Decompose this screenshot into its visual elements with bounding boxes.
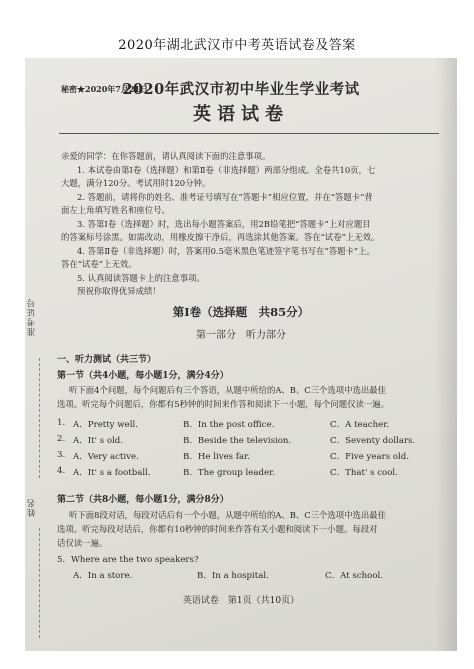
binding-line	[39, 528, 40, 638]
page-footer: 英语试卷 第1页（共10页）	[182, 596, 300, 606]
option-a: A．Very active.	[73, 452, 139, 462]
option-b: B．In a hospital.	[197, 571, 269, 581]
exam-paper-photo	[25, 58, 457, 651]
notice-line: 的答案标号涂黑。如需改动，用橡皮擦干净后，再选涂其他答案。答在“试卷”上无效。	[61, 232, 380, 242]
title-divider	[59, 133, 439, 134]
section2-instruction: 选项。听完每段对话后，你都有10秒钟的时间来作答有关小题和阅读下一小题。每段对	[57, 524, 378, 534]
option-c: C．At school.	[325, 571, 383, 581]
notice-line: 答在“试卷”上无效。	[61, 259, 137, 269]
listening-heading: 一、听力测试（共三节）	[57, 355, 157, 365]
page-edge-shadow	[435, 58, 457, 651]
option-a: A．In a store.	[73, 571, 133, 581]
section2-instruction: 听下面8段对话，每段对话后有一个小题，从题中所给的A、B、C三个选项中选出最佳	[69, 510, 387, 520]
section2-instruction: 话仅读一遍。	[57, 538, 108, 548]
notice-line: 3. 答第Ⅰ卷（选择题）时，选出每小题答案后，用2B铅笔把“答题卡”上对应题目	[77, 219, 371, 229]
notice-line: 5. 认真阅读答题卡上的注意事项。	[77, 273, 205, 283]
section2-heading: 第二节（共8小题，每小题1分，满分8分）	[57, 495, 229, 505]
notice-line: 预祝你取得优异成绩！	[77, 286, 161, 296]
subject-title: 英语试卷	[193, 104, 289, 125]
question-number: 3.	[57, 450, 66, 460]
exam-title: 2020年武汉市初中毕业生学业考试	[122, 81, 360, 98]
section1-instruction: 听下面4个问题，每个问题后有三个答语，从题中所给的A、B、C三个选项中选出最佳	[69, 385, 387, 395]
option-a: A．It' s a football.	[73, 468, 151, 478]
notice-line: 2. 答题前，请将你的姓名、准考证号填写在“答题卡”相应位置，并在“答题卡”背	[77, 192, 373, 202]
binding-line	[39, 358, 40, 478]
volume-title: 第Ⅰ卷（选择题 共85分）	[172, 305, 310, 319]
option-c: C．A teacher.	[330, 420, 390, 430]
notice-line: 1. 本试卷由第Ⅰ卷（选择题）和第Ⅱ卷（非选择题）两部分组成。全卷共10页，七	[77, 165, 376, 175]
notice-line: 面左上角填写姓名和座位号。	[61, 205, 170, 215]
question-number: 2.	[57, 434, 66, 444]
option-b: B．He lives far.	[183, 452, 250, 462]
document-title: 2020年湖北武汉市中考英语试卷及答案	[118, 38, 356, 53]
notice-line: 4. 答第Ⅱ卷（非选择题）时，答案用0.5毫米黑色笔迹签字笔书写在“答题卡”上。	[77, 246, 375, 256]
notice-intro: 亲爱的同学：在你答题前，请认真阅读下面的注意事项。	[61, 151, 271, 161]
question-number: 4.	[57, 466, 66, 476]
option-c: C．Seventy dollars.	[330, 436, 416, 446]
option-a: A．Pretty well.	[73, 420, 138, 430]
option-c: C．That' s cool.	[330, 468, 398, 478]
secret-mark: 秘密★2020年7月21日	[61, 84, 148, 94]
margin-label-exam-number: 准考证号	[27, 298, 37, 336]
section1-instruction: 选项。听完每个问题后，你都有5秒钟的时间来作答和阅读下一小题，每个问题仅读一遍。	[57, 399, 389, 409]
part-title: 第一部分 听力部分	[196, 330, 286, 341]
option-b: B．The group leader.	[183, 468, 275, 478]
margin-label-name: 姓名	[27, 498, 37, 517]
section1-heading: 第一节（共4小题，每小题1分，满分4分）	[57, 371, 229, 381]
question-number: 1.	[57, 418, 66, 428]
notice-line: 大题，满分120分。考试用时120分钟。	[61, 178, 211, 188]
option-a: A．It' s old.	[73, 436, 124, 446]
option-c: C．Five years old.	[330, 452, 410, 462]
option-b: B．Beside the television.	[183, 436, 292, 446]
question-prompt: 5．Where are the two speakers?	[57, 555, 199, 565]
option-b: B．In the post office.	[183, 420, 275, 430]
